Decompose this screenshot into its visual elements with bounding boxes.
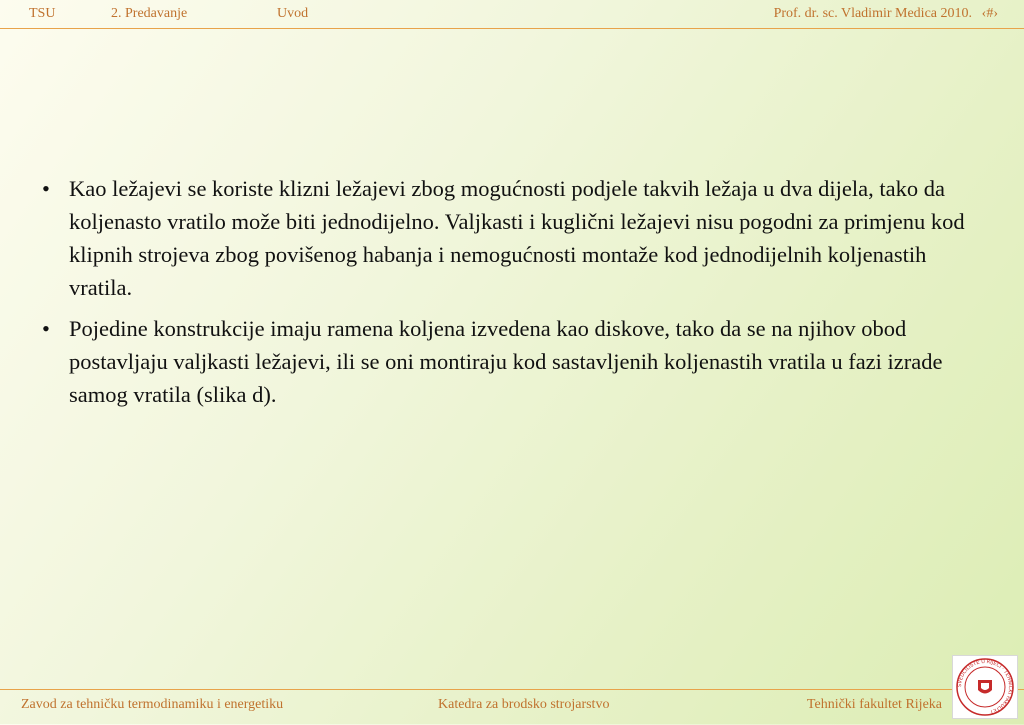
bullet-item — [42, 172, 972, 304]
page-number: ‹#› — [981, 6, 998, 21]
department-label: Katedra za brodsko strojarstvo — [438, 697, 610, 712]
lecture-label: 2. Predavanje — [111, 6, 188, 21]
bullet-marker: • — [42, 316, 50, 341]
slide-content — [42, 172, 972, 419]
university-seal-icon — [952, 655, 1018, 719]
course-label: TSU — [29, 6, 56, 21]
slide-header — [0, 0, 1024, 29]
seal-ring-text: SVEUČILIŠTE U RIJECI · TEHNIČKI FAKULTET — [956, 658, 1014, 715]
slide-footer — [0, 689, 1024, 725]
bullet-item — [42, 312, 972, 411]
author-year-label: Prof. dr. sc. Vladimir Medica 2010. — [773, 6, 972, 21]
bullet-marker: • — [42, 176, 50, 201]
faculty-label: Tehnički fakultet Rijeka — [806, 697, 942, 712]
institute-label: Zavod za tehničku termodinamiku i energetiku — [21, 697, 284, 712]
bullet-text: Pojedine konstrukcije imaju ramena koljena izvedena kao diskove, tako da se na njihov obod postavljaju valjkasti ležajevi, ili se oni montiraju kod sastavljenih koljenastih vratila u fazi izrade samog vratila (slika d). — [69, 316, 943, 407]
seal-graphic — [953, 656, 1017, 718]
topic-label: Uvod — [277, 6, 309, 21]
bullet-text: Kao ležajevi se koriste klizni ležajevi zbog mogućnosti podjele takvih ležaja u dva dijela, tako da koljenasto vratilo može biti jednodijelno. Valjkasti i kuglični ležajevi nisu pogodni za primjenu kod klipnih strojeva zbog povišenog habanja i nemogućnosti montaže kod jednodijelnih koljenastih vratila. — [69, 176, 965, 300]
